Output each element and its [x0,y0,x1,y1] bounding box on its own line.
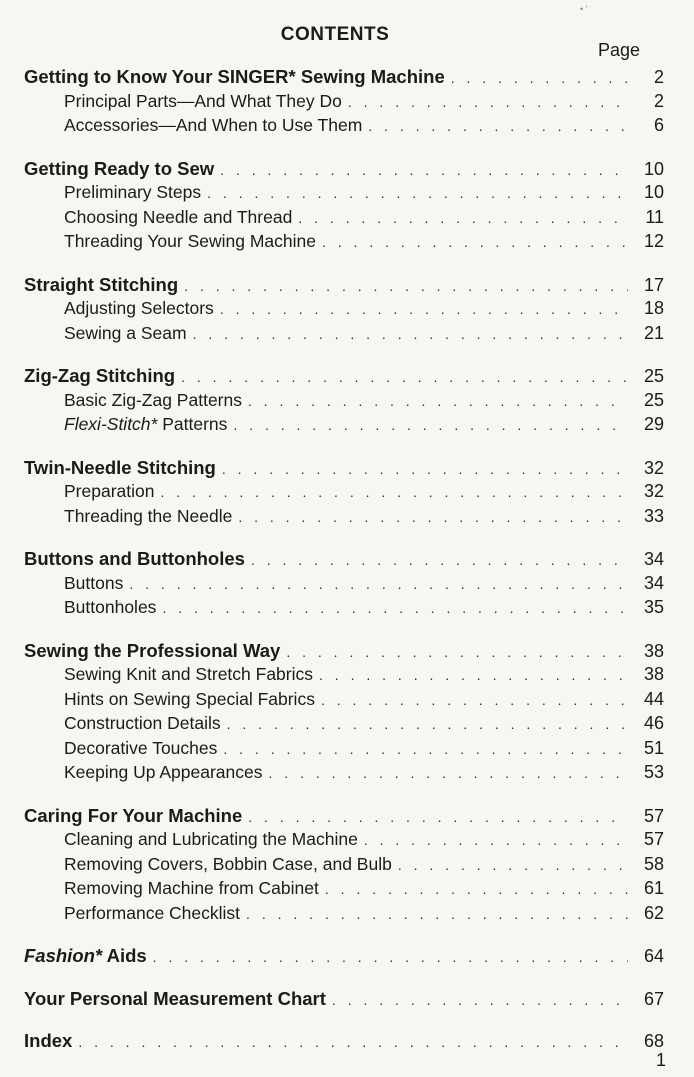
toc-chapter-title-italic: Fashion* [24,945,103,966]
toc-entry-page: 35 [643,597,664,617]
toc-entry-title-text: Accessories—And When to Use Them [64,115,363,135]
toc-entry-title [24,738,217,759]
toc-chapter-title [24,640,280,662]
toc-entry-title-text: Preparation [64,481,155,501]
toc-entry-title [24,762,262,783]
toc-entry-title-text: Cleaning and Lubricating the Machine [64,829,358,849]
toc-chapter-page: 10 [643,158,664,179]
dot-leader [227,716,628,732]
toc-chapter-row [24,1030,664,1055]
toc-entry-page: 2 [653,90,664,111]
toc-chapter-row [24,274,664,299]
toc-chapter-title-text: Getting Ready to Sew [24,157,215,179]
toc-entry-page: 34 [643,572,664,593]
toc-chapter-title-text: Index [24,1030,73,1051]
smudge-mark: • ’ [580,4,588,14]
toc-entry-row [24,689,664,714]
toc-entry-row [24,713,664,738]
page-number: 1 [656,1050,667,1070]
toc-chapter-title-text: Your Personal Measurement Chart [24,987,326,1009]
dot-leader [298,210,628,226]
dot-leader [364,832,628,848]
toc-entry-title [24,878,319,899]
dot-leader [321,692,628,708]
toc-entry-page: 38 [643,664,664,684]
toc-chapter-row [24,805,664,830]
toc-entry-row [24,323,664,348]
toc-chapter-title-text: Sewing the Professional Way [24,639,281,661]
toc-section [24,66,664,140]
toc-entry-title [24,481,154,502]
dot-leader [222,461,628,477]
toc-chapter-title [24,988,326,1010]
dot-leader [332,992,628,1008]
dot-leader [220,301,628,317]
toc-entry-title-text: Adjusting Selectors [64,298,214,318]
toc-entry-title [24,231,316,252]
table-of-contents [24,66,667,1073]
toc-entry-page: 58 [643,853,664,874]
toc-entry-title-text: Basic Zig-Zag Patterns [64,389,242,410]
toc-entry-title-text: Threading Your Sewing Machine [64,231,316,251]
dot-leader [398,857,628,873]
dot-leader [184,278,628,294]
dot-leader [451,70,628,86]
toc-entry-title-text: Sewing a Seam [64,322,187,343]
toc-entry-title-text: Principal Parts—And What They Do [64,90,342,111]
dot-leader [325,881,628,897]
toc-entry-title-text: Decorative Touches [64,737,218,758]
toc-entry-row [24,854,664,879]
toc-chapter-title [24,274,178,296]
toc-entry-row [24,878,664,903]
toc-chapter-row [24,158,664,183]
toc-chapter-title-text: Zig-Zag Stitching [24,365,176,386]
toc-entry-row [24,903,664,928]
toc-section [24,640,664,787]
toc-entry-page: 10 [643,182,664,202]
toc-entry-title [24,91,342,112]
toc-entry-page: 61 [643,878,664,898]
toc-entry-page: 46 [643,713,664,733]
dot-leader [238,509,628,525]
toc-chapter-title [24,158,214,180]
page-title: CONTENTS [280,24,390,45]
toc-chapter-title-text: Straight Stitching [24,273,179,295]
toc-entry-title [24,829,358,850]
toc-entry-page: 25 [643,389,664,410]
dot-leader [220,162,628,178]
dot-leader [286,644,628,660]
toc-entry-row [24,91,664,116]
toc-entry-title [24,323,187,344]
toc-entry-page: 18 [643,298,664,318]
dot-leader [223,741,628,757]
toc-entry-page: 6 [653,115,664,135]
toc-entry-page: 53 [643,762,664,782]
toc-chapter-title-text: Twin-Needle Stitching [24,456,216,478]
toc-entry-row [24,829,664,854]
toc-entry-title-text: Threading the Needle [64,505,233,526]
toc-chapter-page: 34 [643,549,664,569]
toc-entry-title [24,664,313,685]
toc-entry-page: 44 [643,688,664,709]
toc-entry-title [24,390,242,411]
dot-leader [207,185,628,201]
toc-entry-row [24,573,664,598]
toc-section [24,457,664,531]
toc-entry-page: 57 [643,829,664,849]
toc-chapter-page: 67 [643,988,664,1009]
toc-entry-title [24,182,201,203]
toc-chapter-title [24,945,147,967]
dot-leader [160,484,628,500]
toc-chapter-page: 38 [643,640,664,661]
dot-leader [181,369,628,385]
toc-entry-title [24,854,392,875]
toc-entry-row [24,506,664,531]
toc-chapter-row [24,988,664,1013]
toc-entry-page: 21 [643,322,664,343]
toc-chapter-title [24,548,245,570]
toc-entry-title [24,597,156,618]
toc-section [24,274,664,348]
toc-entry-title-text: Removing Machine from Cabinet [64,878,319,898]
toc-entry-page: 33 [643,505,664,526]
toc-chapter-row [24,640,664,665]
toc-entry-row [24,115,664,140]
dot-leader [233,417,628,433]
toc-entry-title [24,414,227,435]
toc-entry-title [24,115,362,136]
toc-entry-title [24,689,315,710]
toc-chapter-row [24,945,664,970]
toc-entry-title-text: Keeping Up Appearances [64,762,263,782]
dot-leader [78,1034,628,1050]
toc-chapter-page: 64 [643,946,664,966]
dot-leader [248,809,628,825]
toc-chapter-title-text: Aids [102,945,147,966]
toc-entry-title-text: Hints on Sewing Special Fabrics [64,688,315,709]
toc-entry-row [24,664,664,689]
toc-entry-title-text: Sewing Knit and Stretch Fabrics [64,664,314,684]
toc-section [24,988,664,1013]
dot-leader [162,600,628,616]
toc-chapter-page: 25 [643,366,664,386]
toc-entry-title-text: Performance Checklist [64,902,241,923]
toc-chapter-title [24,805,242,827]
toc-entry-title [24,298,214,319]
dot-leader [322,234,628,250]
dot-leader [153,949,628,965]
toc-entry-title [24,713,221,734]
toc-chapter-page: 57 [643,805,664,826]
dot-leader [319,667,628,683]
toc-chapter-row [24,548,664,573]
toc-entry-row [24,182,664,207]
toc-entry-page: 51 [643,737,664,758]
toc-chapter-page: 17 [643,274,664,295]
page-column-label: Page [598,40,641,60]
dot-leader [246,906,628,922]
toc-chapter-title-text: Caring For Your Machine [24,804,243,826]
toc-chapter-title-text: Getting to Know Your SINGER* Sewing Machine [24,66,445,87]
dot-leader [248,393,628,409]
dot-leader [129,576,628,592]
toc-entry-title-text: Removing Covers, Bobbin Case, and Bulb [64,853,392,874]
toc-entry-page: 11 [645,206,664,227]
toc-chapter-page: 32 [643,457,664,478]
toc-entry-page: 12 [643,231,664,251]
toc-chapter-title-text: Buttons and Buttonholes [24,548,245,569]
toc-entry-row [24,298,664,323]
toc-section [24,945,664,970]
toc-entry-row [24,390,664,415]
toc-chapter-row [24,365,664,390]
toc-entry-row [24,597,664,622]
dot-leader [193,326,628,342]
toc-entry-title-text: Construction Details [64,713,221,733]
toc-entry-title [24,506,232,527]
toc-chapter-title [24,66,445,88]
toc-chapter-title [24,1030,72,1052]
dot-leader [268,765,628,781]
toc-chapter-title [24,457,216,479]
toc-chapter-title [24,365,175,387]
toc-entry-title-text: Patterns [157,414,228,434]
toc-chapter-page: 68 [643,1031,664,1051]
toc-entry-title [24,903,240,924]
toc-entry-page: 29 [643,414,664,434]
toc-section [24,1030,664,1055]
toc-entry-row [24,481,664,506]
toc-section [24,365,664,439]
toc-chapter-row [24,66,664,91]
toc-entry-page: 32 [643,481,664,501]
toc-entry-row [24,207,664,232]
toc-section [24,158,664,256]
dot-leader [368,118,628,134]
toc-section [24,548,664,622]
toc-entry-title-text: Buttonholes [64,597,157,617]
dot-leader [251,552,628,568]
toc-chapter-row [24,457,664,482]
toc-entry-page: 62 [643,902,664,923]
toc-chapter-page: 2 [653,67,664,87]
toc-entry-row [24,738,664,763]
toc-entry-title [24,573,123,594]
toc-entry-row [24,231,664,256]
toc-entry-row [24,762,664,787]
toc-entry-title-text: Preliminary Steps [64,182,202,202]
toc-section [24,805,664,928]
dot-leader [348,94,628,110]
toc-entry-row [24,414,664,439]
toc-entry-title-text: Choosing Needle and Thread [64,206,293,227]
toc-entry-title-italic: Flexi-Stitch* [64,414,158,434]
toc-entry-title [24,207,292,228]
toc-entry-title-text: Buttons [64,572,124,593]
